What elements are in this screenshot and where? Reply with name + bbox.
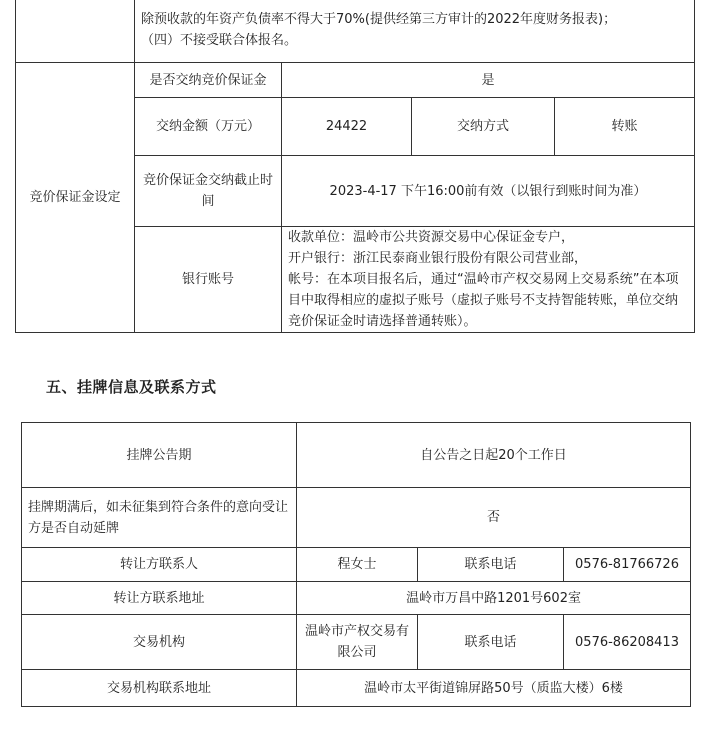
amount-value: 24422 [282,98,412,156]
auto-extend-label: 挂牌期满后，如未征集到符合条件的意向受让方是否自动延牌 [22,488,297,548]
requirement-line: 除预收款的年资产负债率不得大于70%(提供经第三方审计的2022年度财务报表)； [141,12,617,27]
deposit-required-value: 是 [282,63,695,98]
auto-extend-value: 否 [297,488,691,548]
bank-line: 帐号：在本项目报名后，通过“温岭市产权交易网上交易系统”在本项目中取得相应的虚拟子账号（虚拟子账号不支持智能转账，单位交纳竞价保证金时请选择普通转账）。 [288,272,679,329]
table-row [22,670,691,707]
listing-info-table [21,422,691,707]
bank-line: 收款单位：温岭市公共资源交易中心保证金专户， [288,230,575,245]
deadline-label: 竞价保证金交纳截止时间 [135,156,282,227]
table-row [22,582,691,615]
amount-label: 交纳金额（万元） [135,98,282,156]
agency-phone-label: 联系电话 [418,615,564,670]
bank-account-value [282,227,695,333]
method-label: 交纳方式 [412,98,555,156]
section-heading: 五、挂牌信息及联系方式 [46,378,217,396]
bank-account-label: 银行账号 [135,227,282,333]
transferor-phone-value: 0576-81766726 [564,548,691,582]
listing-period-value: 自公告之日起20个工作日 [297,423,691,488]
table-row [22,423,691,488]
agency-address-value: 温岭市太平街道锦屏路50号（质监大楼）6楼 [297,670,691,707]
agency-label: 交易机构 [22,615,297,670]
agency-value: 温岭市产权交易有限公司 [297,615,418,670]
listing-period-label: 挂牌公告期 [22,423,297,488]
transferor-contact-value: 程女士 [297,548,418,582]
agency-phone-value: 0576-86208413 [564,615,691,670]
requirement-line: （四）不接受联合体报名。 [141,33,298,48]
requirements-cell [135,0,695,63]
deposit-table [15,0,695,333]
deposit-setting-label: 竞价保证金设定 [16,63,135,333]
transferor-phone-label: 联系电话 [418,548,564,582]
bank-line: 开户银行：浙江民泰商业银行股份有限公司营业部， [288,251,588,266]
transferor-address-label: 转让方联系地址 [22,582,297,615]
method-value: 转账 [555,98,695,156]
deadline-value: 2023-4-17 下午16:00前有效（以银行到账时间为准） [282,156,695,227]
agency-address-label: 交易机构联系地址 [22,670,297,707]
transferor-contact-label: 转让方联系人 [22,548,297,582]
table-row [22,615,691,670]
table-row [16,0,695,63]
table-row [22,488,691,548]
table-row [22,548,691,582]
deposit-required-label: 是否交纳竞价保证金 [135,63,282,98]
transferor-address-value: 温岭市万昌中路1201号602室 [297,582,691,615]
table-row [16,63,695,98]
